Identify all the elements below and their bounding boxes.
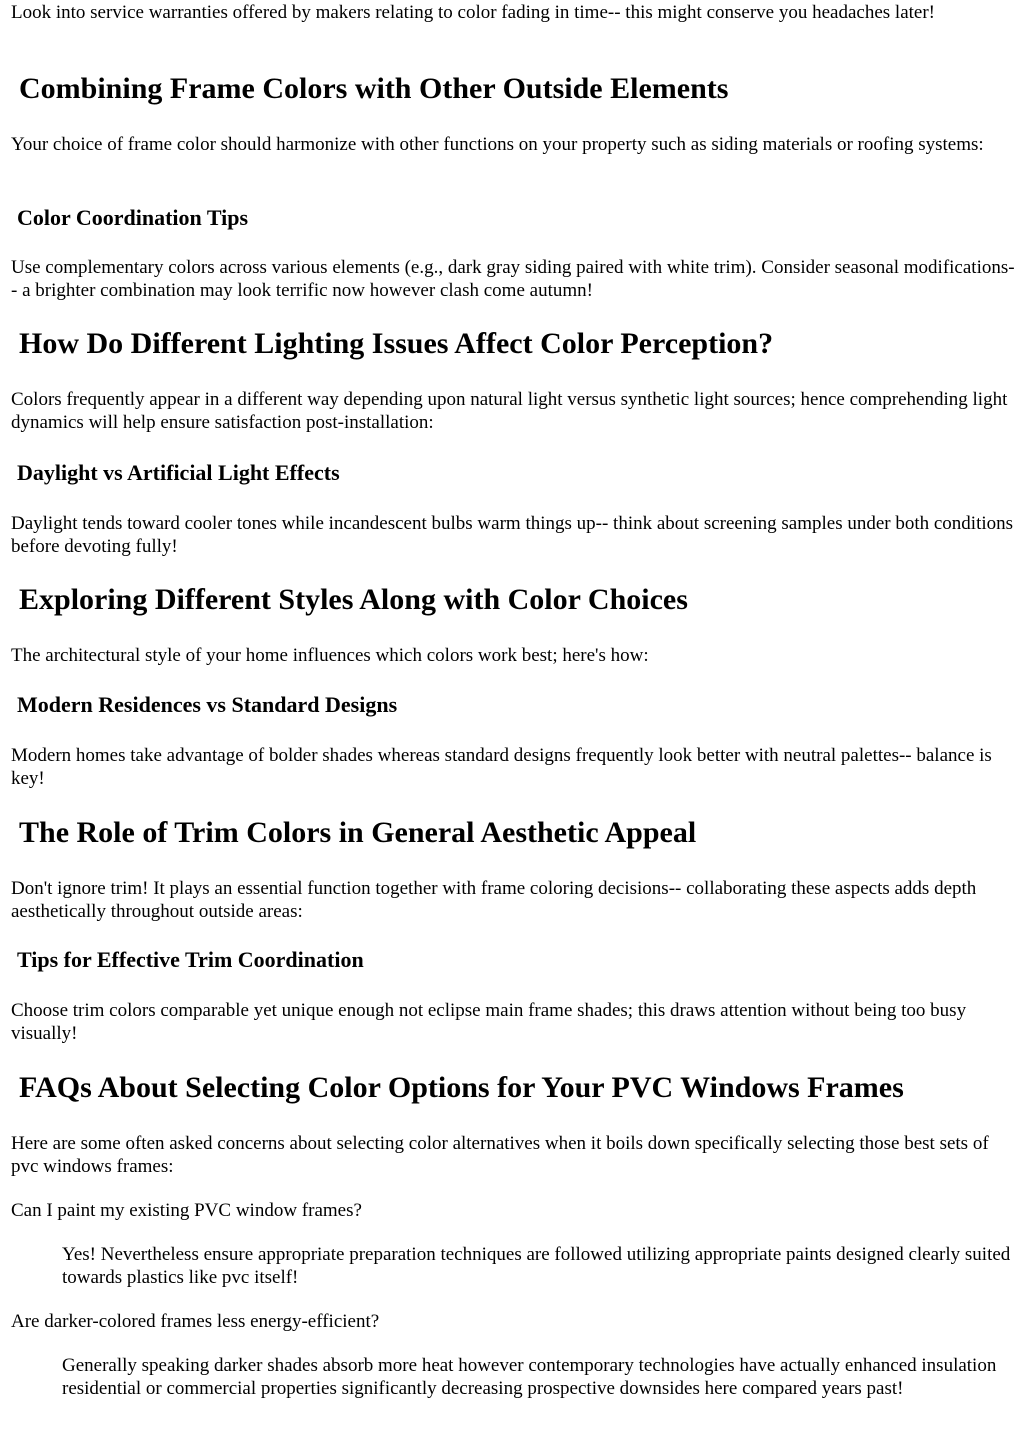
intro-paragraph: Look into service warranties offered by makers relating to color fading in time-- this might conserve you headaches later! — [11, 2, 935, 23]
faq-answer: Yes! Nevertheless ensure appropriate preparation techniques are followed utilizing appropriate paints designed clearly suited towards plastics like pvc itself! — [62, 1244, 1011, 1288]
section-heading-trim: The Role of Trim Colors in General Aesthetic Appeal — [19, 816, 697, 849]
section-paragraph-frame-colors: Your choice of frame color should harmonize with other functions on your property such as siding materials or roofing systems: — [11, 134, 984, 155]
faq-heading: FAQs About Selecting Color Options for Your PVC Windows Frames — [19, 1071, 904, 1104]
paragraph-trim-coordination: Choose trim colors comparable yet unique enough not eclipse main frame shades; this draws attention without being too busy visually! — [11, 1000, 967, 1044]
paragraph-modern-vs-standard: Modern homes take advantage of bolder shades whereas standard designs frequently look better with neutral palettes-- balance is key! — [11, 745, 992, 789]
section-paragraph-lighting: Colors frequently appear in a different way depending upon natural light versus synthetic light sources; hence comprehending light dynamics will help ensure satisfaction post-installation: — [11, 389, 1008, 433]
section-paragraph-styles: The architectural style of your home influences which colors work best; here's how: — [11, 645, 649, 666]
subheading-daylight: Daylight vs Artificial Light Effects — [17, 460, 340, 485]
paragraph-color-coordination: Use complementary colors across various elements (e.g., dark gray siding paired with white trim). Consider seasonal modifications-- a brighter combination may look terrific now however clash come autumn! — [11, 257, 1015, 301]
subheading-modern-vs-standard: Modern Residences vs Standard Designs — [17, 692, 398, 717]
faq-intro: Here are some often asked concerns about selecting color alternatives when it boils down specifically selecting those best sets of pvc windows frames: — [11, 1133, 989, 1177]
section-heading-frame-colors: Combining Frame Colors with Other Outside Elements — [19, 72, 729, 105]
faq-question: Can I paint my existing PVC window frames? — [11, 1200, 362, 1221]
section-heading-styles: Exploring Different Styles Along with Color Choices — [19, 583, 688, 616]
subheading-trim-coordination: Tips for Effective Trim Coordination — [17, 947, 364, 972]
section-paragraph-trim: Don't ignore trim! It plays an essential function together with frame coloring decisions-- collaborating these aspects adds depth aesthetically throughout outside areas: — [11, 878, 977, 922]
subheading-color-coordination: Color Coordination Tips — [17, 205, 249, 230]
faq-answer: Generally speaking darker shades absorb more heat however contemporary technologies have actually enhanced insulation residential or commercial properties significantly decreasing prospective downsides here compared years past! — [62, 1355, 997, 1399]
faq-question: Are darker-colored frames less energy-efficient? — [11, 1311, 380, 1332]
paragraph-daylight: Daylight tends toward cooler tones while incandescent bulbs warm things up-- think about screening samples under both conditions before devoting fully! — [11, 513, 1014, 557]
section-heading-lighting: How Do Different Lighting Issues Affect Color Perception? — [19, 327, 774, 360]
